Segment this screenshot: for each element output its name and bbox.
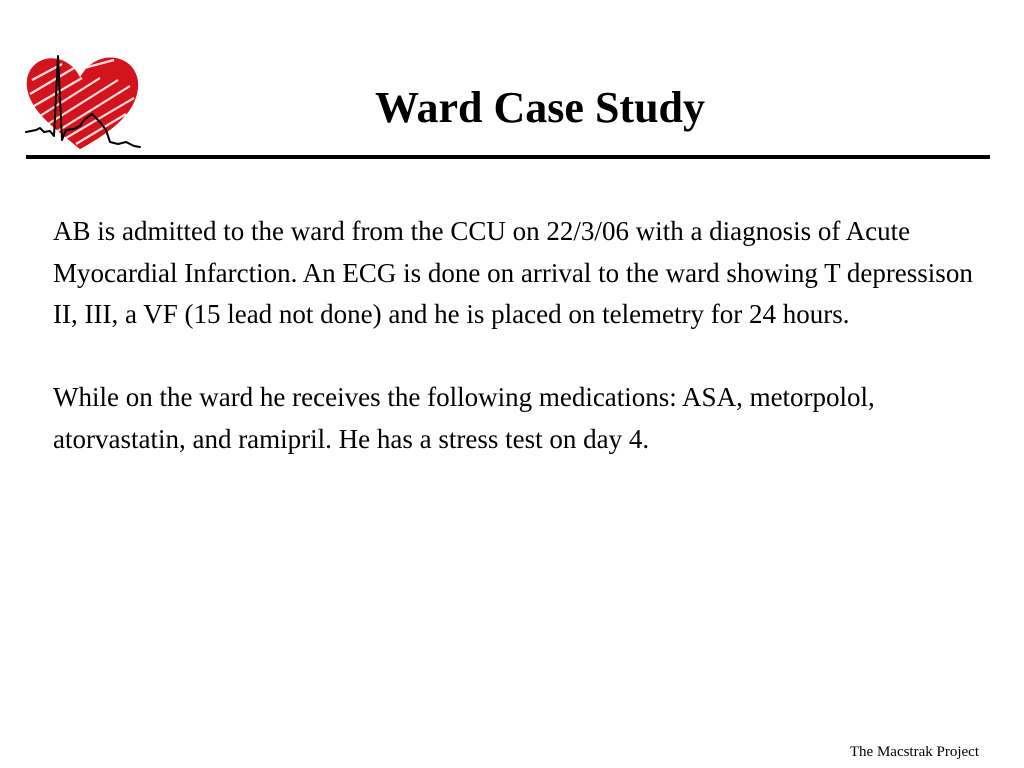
title-divider [26, 155, 990, 159]
slide-title: Ward Case Study [374, 83, 706, 132]
heart-ecg-icon [22, 50, 144, 162]
case-paragraph-admission: AB is admitted to the ward from the CCU on 22/3/06 with a diagnosis of Acute Myocardial Infarction. An ECG is done on arrival to the ward showing T depressison II, III, a VF (15 lead not done) and he is placed on telemetry for 24 hours. [53, 216, 973, 329]
slide-body [53, 211, 983, 460]
footer-credit: The Macstrak Project [849, 744, 979, 760]
case-paragraph-medications: While on the ward he receives the following medications: ASA, metorpolol, atorvastatin, and ramipril. He has a stress test on day 4. [53, 382, 875, 454]
